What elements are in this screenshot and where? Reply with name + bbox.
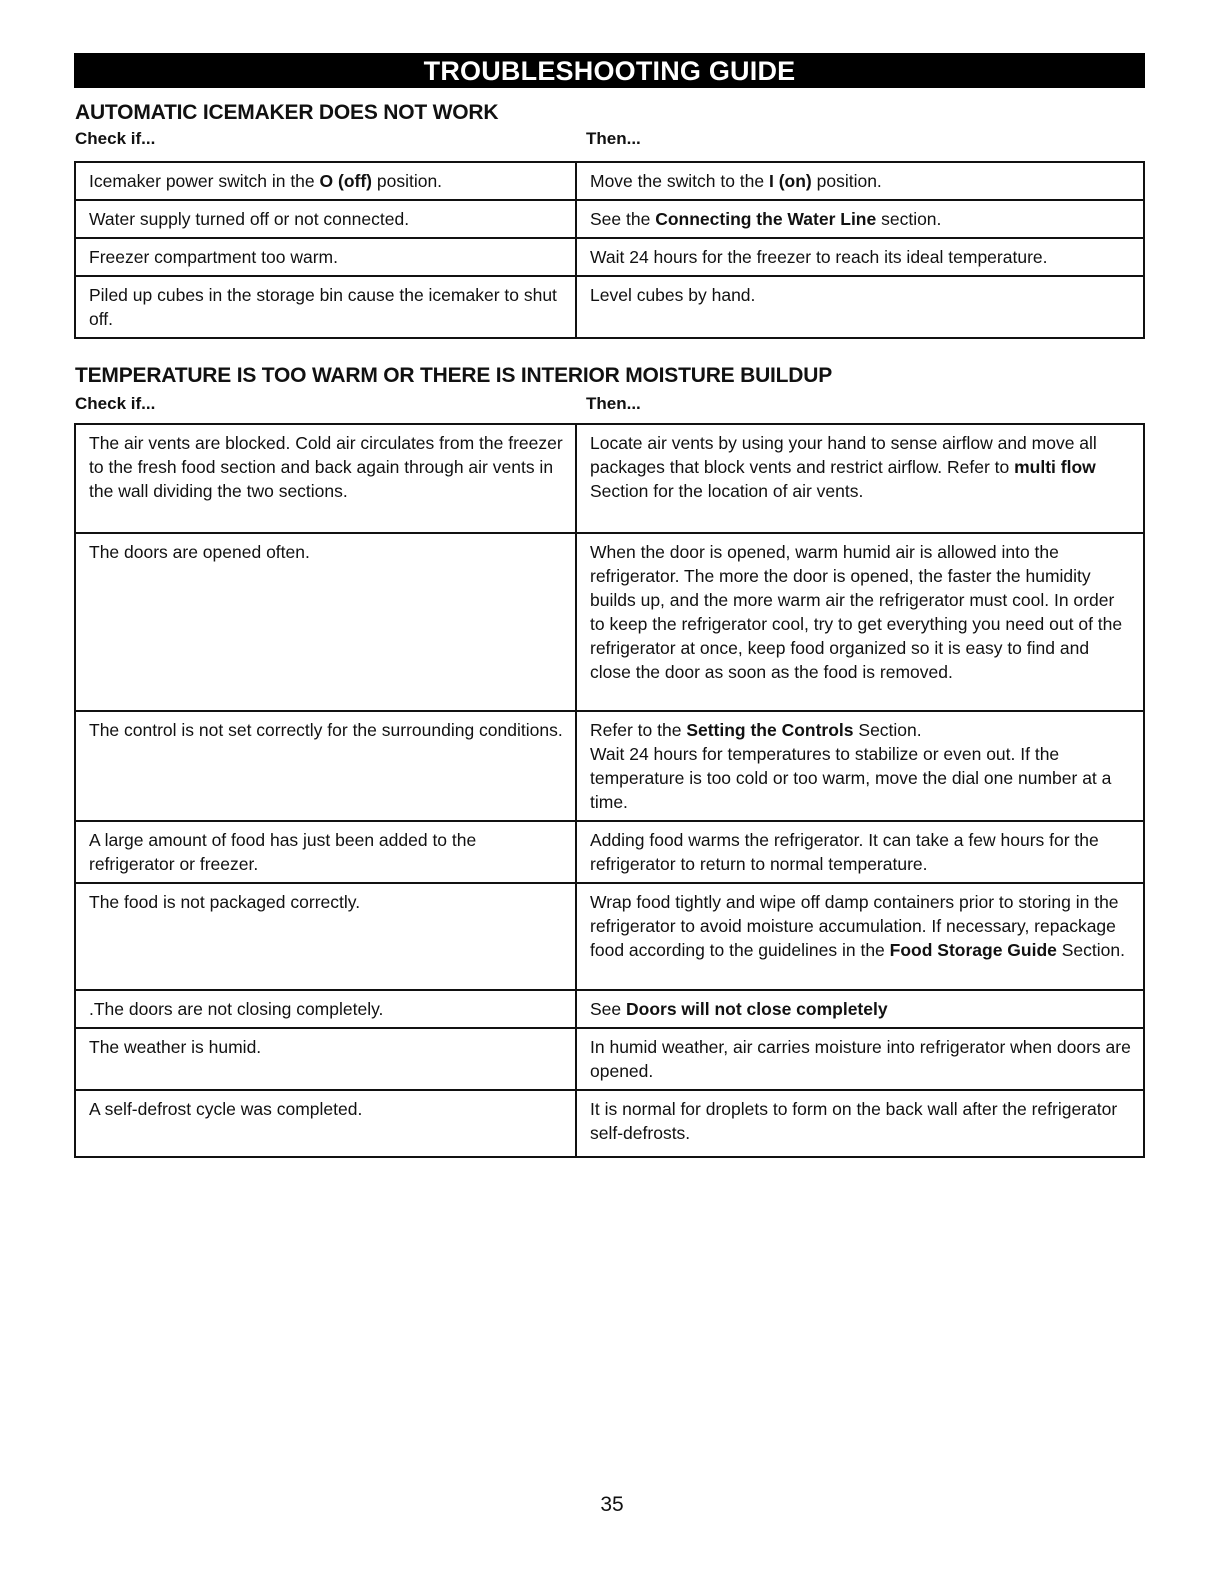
- check-if-cell: [75, 711, 576, 821]
- column-header-check-if: Check if...: [75, 129, 156, 148]
- table-row: [75, 238, 1144, 276]
- column-header-then: Then...: [586, 129, 641, 148]
- then-cell: [576, 276, 1144, 338]
- then-cell: [576, 424, 1144, 533]
- then-cell: [576, 883, 1144, 990]
- check-if-cell: [75, 883, 576, 990]
- troubleshooting-table-icemaker: [74, 161, 1145, 339]
- then-cell: [576, 238, 1144, 276]
- cell-text: See: [590, 999, 626, 1019]
- table-body: [75, 162, 1144, 338]
- table-row: [75, 1090, 1144, 1157]
- check-if-cell: [75, 1090, 576, 1157]
- cell-text: section.: [876, 209, 942, 229]
- cell-text: Wait 24 hours for the freezer to reach its ideal temperature.: [590, 247, 1048, 267]
- then-cell: [576, 1090, 1144, 1157]
- cell-text: Wait 24 hours for temperatures to stabilize or even out. If the temperature is too cold or too warm, move the dial one number at a time.: [590, 744, 1112, 812]
- check-if-cell: [75, 200, 576, 238]
- cell-text: In humid weather, air carries moisture into refrigerator when doors are opened.: [590, 1037, 1131, 1081]
- table-row: [75, 162, 1144, 200]
- check-if-cell: [75, 238, 576, 276]
- cell-text: Locate air vents by using your hand to sense airflow and move all packages that block vents and restrict airflow. Refer to: [590, 433, 1097, 477]
- page-number: 35: [600, 1493, 624, 1516]
- cell-text: Piled up cubes in the storage bin cause the icemaker to shut off.: [89, 285, 557, 329]
- table-row: [75, 990, 1144, 1028]
- check-if-cell: [75, 424, 576, 533]
- bold-reference-text: multi flow: [1014, 457, 1096, 477]
- cell-text: .The doors are not closing completely.: [89, 999, 384, 1019]
- check-if-cell: [75, 990, 576, 1028]
- cell-text: The control is not set correctly for the surrounding conditions.: [89, 720, 563, 740]
- table-body: [75, 424, 1144, 1157]
- cell-text: Section for the location of air vents.: [590, 481, 864, 501]
- table-row: [75, 883, 1144, 990]
- table-row: [75, 1028, 1144, 1090]
- bold-reference-text: O (off): [319, 171, 372, 191]
- troubleshooting-table-temperature: [74, 423, 1145, 1158]
- table-row: [75, 424, 1144, 533]
- section-title-temperature-moisture: TEMPERATURE IS TOO WARM OR THERE IS INTERIOR MOISTURE BUILDUP: [75, 364, 833, 387]
- then-cell: [576, 711, 1144, 821]
- check-if-cell: [75, 276, 576, 338]
- bold-reference-text: Connecting the Water Line: [655, 209, 877, 229]
- cell-text: Adding food warms the refrigerator. It can take a few hours for the refrigerator to return to normal temperature.: [590, 830, 1099, 874]
- check-if-cell: [75, 533, 576, 711]
- then-cell: [576, 533, 1144, 711]
- check-if-cell: [75, 821, 576, 883]
- bold-reference-text: Doors will not close completely: [626, 999, 888, 1019]
- then-cell: [576, 162, 1144, 200]
- column-header-check-if: Check if...: [75, 394, 156, 413]
- cell-text: See the: [590, 209, 656, 229]
- then-cell: [576, 990, 1144, 1028]
- cell-text: Wrap food tightly and wipe off damp containers prior to storing in the refrigerator to avoid moisture accumulation. If necessary, repackage food according to the guidelines in the: [590, 892, 1119, 960]
- then-cell: [576, 821, 1144, 883]
- cell-text: Freezer compartment too warm.: [89, 247, 338, 267]
- table-row: [75, 276, 1144, 338]
- cell-text: The doors are opened often.: [89, 542, 310, 562]
- bold-reference-text: Setting the Controls: [686, 720, 854, 740]
- page-banner-title: TROUBLESHOOTING GUIDE: [74, 53, 1145, 88]
- check-if-cell: [75, 162, 576, 200]
- cell-text: Section.: [853, 720, 922, 740]
- cell-text: Section.: [1056, 940, 1125, 960]
- then-cell: [576, 200, 1144, 238]
- cell-text: Level cubes by hand.: [590, 285, 756, 305]
- check-if-cell: [75, 1028, 576, 1090]
- table-row: [75, 711, 1144, 821]
- cell-text: The weather is humid.: [89, 1037, 262, 1057]
- cell-text: A large amount of food has just been added to the refrigerator or freezer.: [89, 830, 477, 874]
- bold-reference-text: Food Storage Guide: [889, 940, 1057, 960]
- cell-text: Move the switch to the: [590, 171, 769, 191]
- column-header-then: Then...: [586, 394, 641, 413]
- section-title-icemaker: AUTOMATIC ICEMAKER DOES NOT WORK: [75, 101, 499, 124]
- cell-text: It is normal for droplets to form on the back wall after the refrigerator self-defrosts.: [590, 1099, 1118, 1143]
- then-cell: [576, 1028, 1144, 1090]
- cell-text: position.: [811, 171, 882, 191]
- cell-text: Icemaker power switch in the: [89, 171, 320, 191]
- table-row: [75, 533, 1144, 711]
- table-row: [75, 200, 1144, 238]
- cell-text: A self-defrost cycle was completed.: [89, 1099, 363, 1119]
- bold-reference-text: I (on): [768, 171, 812, 191]
- cell-text: The food is not packaged correctly.: [89, 892, 361, 912]
- cell-text: Water supply turned off or not connected.: [89, 209, 410, 229]
- cell-text: The air vents are blocked. Cold air circulates from the freezer to the fresh food section and back again through air vents in the wall dividing the two sections.: [89, 433, 563, 501]
- cell-text: When the door is opened, warm humid air is allowed into the refrigerator. The more the door is opened, the faster the humidity builds up, and the more warm air the refrigerator must cool. In order to keep the refrigerator cool, try to get everything you need out of the refrigerator at once, keep food organized so it is easy to find and close the door as soon as the food is removed.: [590, 542, 1123, 682]
- table-row: [75, 821, 1144, 883]
- cell-text: Refer to the: [590, 720, 687, 740]
- cell-text: position.: [372, 171, 443, 191]
